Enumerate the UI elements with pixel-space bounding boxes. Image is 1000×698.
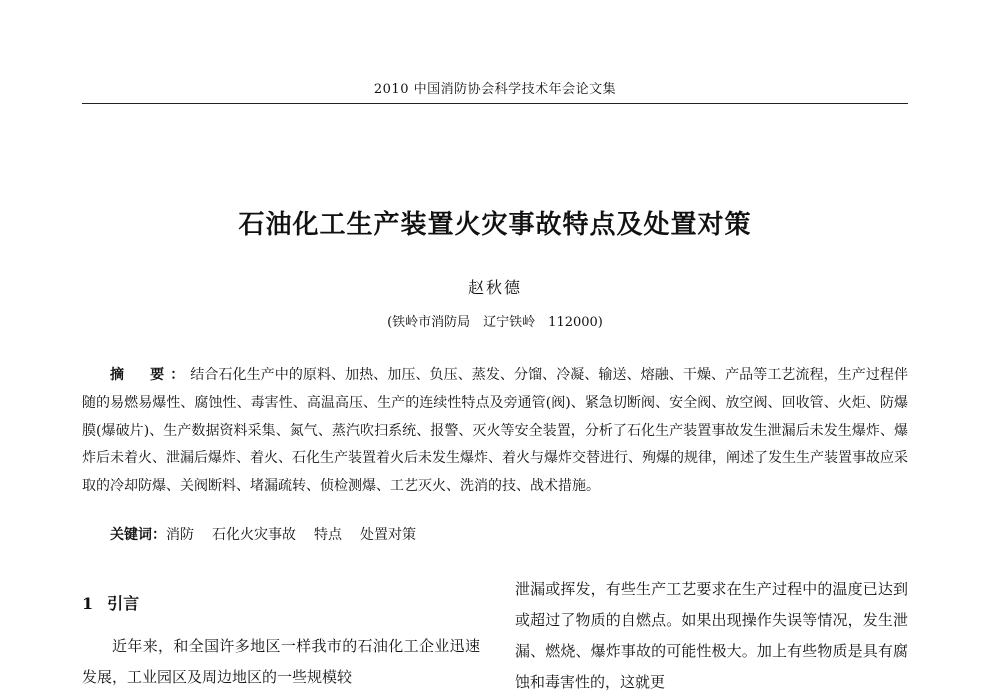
- abstract-label: 摘 要：: [110, 367, 191, 383]
- section-title: 引言: [107, 594, 140, 613]
- left-column: [82, 589, 480, 693]
- keywords: [82, 522, 908, 549]
- section-heading: [82, 589, 480, 619]
- running-header: 2010 中国消防协会科学技术年会论文集: [373, 82, 617, 97]
- author-name: 赵秋德: [467, 278, 522, 297]
- keyword: 处置对策: [360, 527, 416, 543]
- paper-title: 石油化工生产装置火灾事故特点及处置对策: [238, 210, 752, 240]
- author-affiliation: (铁岭市消防局 辽宁铁岭 112000): [387, 315, 603, 330]
- right-column-text: 泄漏或挥发，有些生产工艺要求在生产过程中的温度已达到或超过了物质的自燃点。如果出现操作失误等情况，发生泄漏、燃烧、爆炸事故的可能性极大。加上有些物质是具有腐蚀和毒害性的，这就更: [515, 580, 908, 691]
- left-column-text: 近年来，和全国许多地区一样我市的石油化工企业迅速发展，工业园区及周边地区的一些规模较: [82, 637, 480, 686]
- section-number: 1: [82, 594, 94, 613]
- keywords-label: 关键词：: [110, 527, 166, 543]
- abstract-text: 结合石化生产中的原料、加热、加压、负压、蒸发、分馏、冷凝、输送、熔融、干燥、产品等工艺流程，生产过程伴随的易燃易爆性、腐蚀性、毒害性、高温高压、生产的连续性特点及旁通管(阀)、紧急切断阀、安全阀、放空阀、回收管、火炬、防爆膜(爆破片)、生产数据资料采集、氮气、蒸汽吹扫系统、报警、灭火等安全装置，分析了石化生产装置事故发生泄漏后未发生爆炸、爆炸后未着火、泄漏后爆炸、着火、石化生产装置着火后未发生爆炸、着火与爆炸交替进行、殉爆的规律，阐述了发生生产装置事故应采取的冷却防爆、关阀断料、堵漏疏转、侦检测爆、工艺灭火、洗消的技、战术措施。: [82, 367, 908, 495]
- abstract: [82, 362, 908, 501]
- keyword: 消防: [166, 527, 194, 543]
- header-rule: [82, 103, 908, 104]
- keyword: 石化火灾事故: [212, 527, 296, 543]
- keyword: 特点: [314, 527, 342, 543]
